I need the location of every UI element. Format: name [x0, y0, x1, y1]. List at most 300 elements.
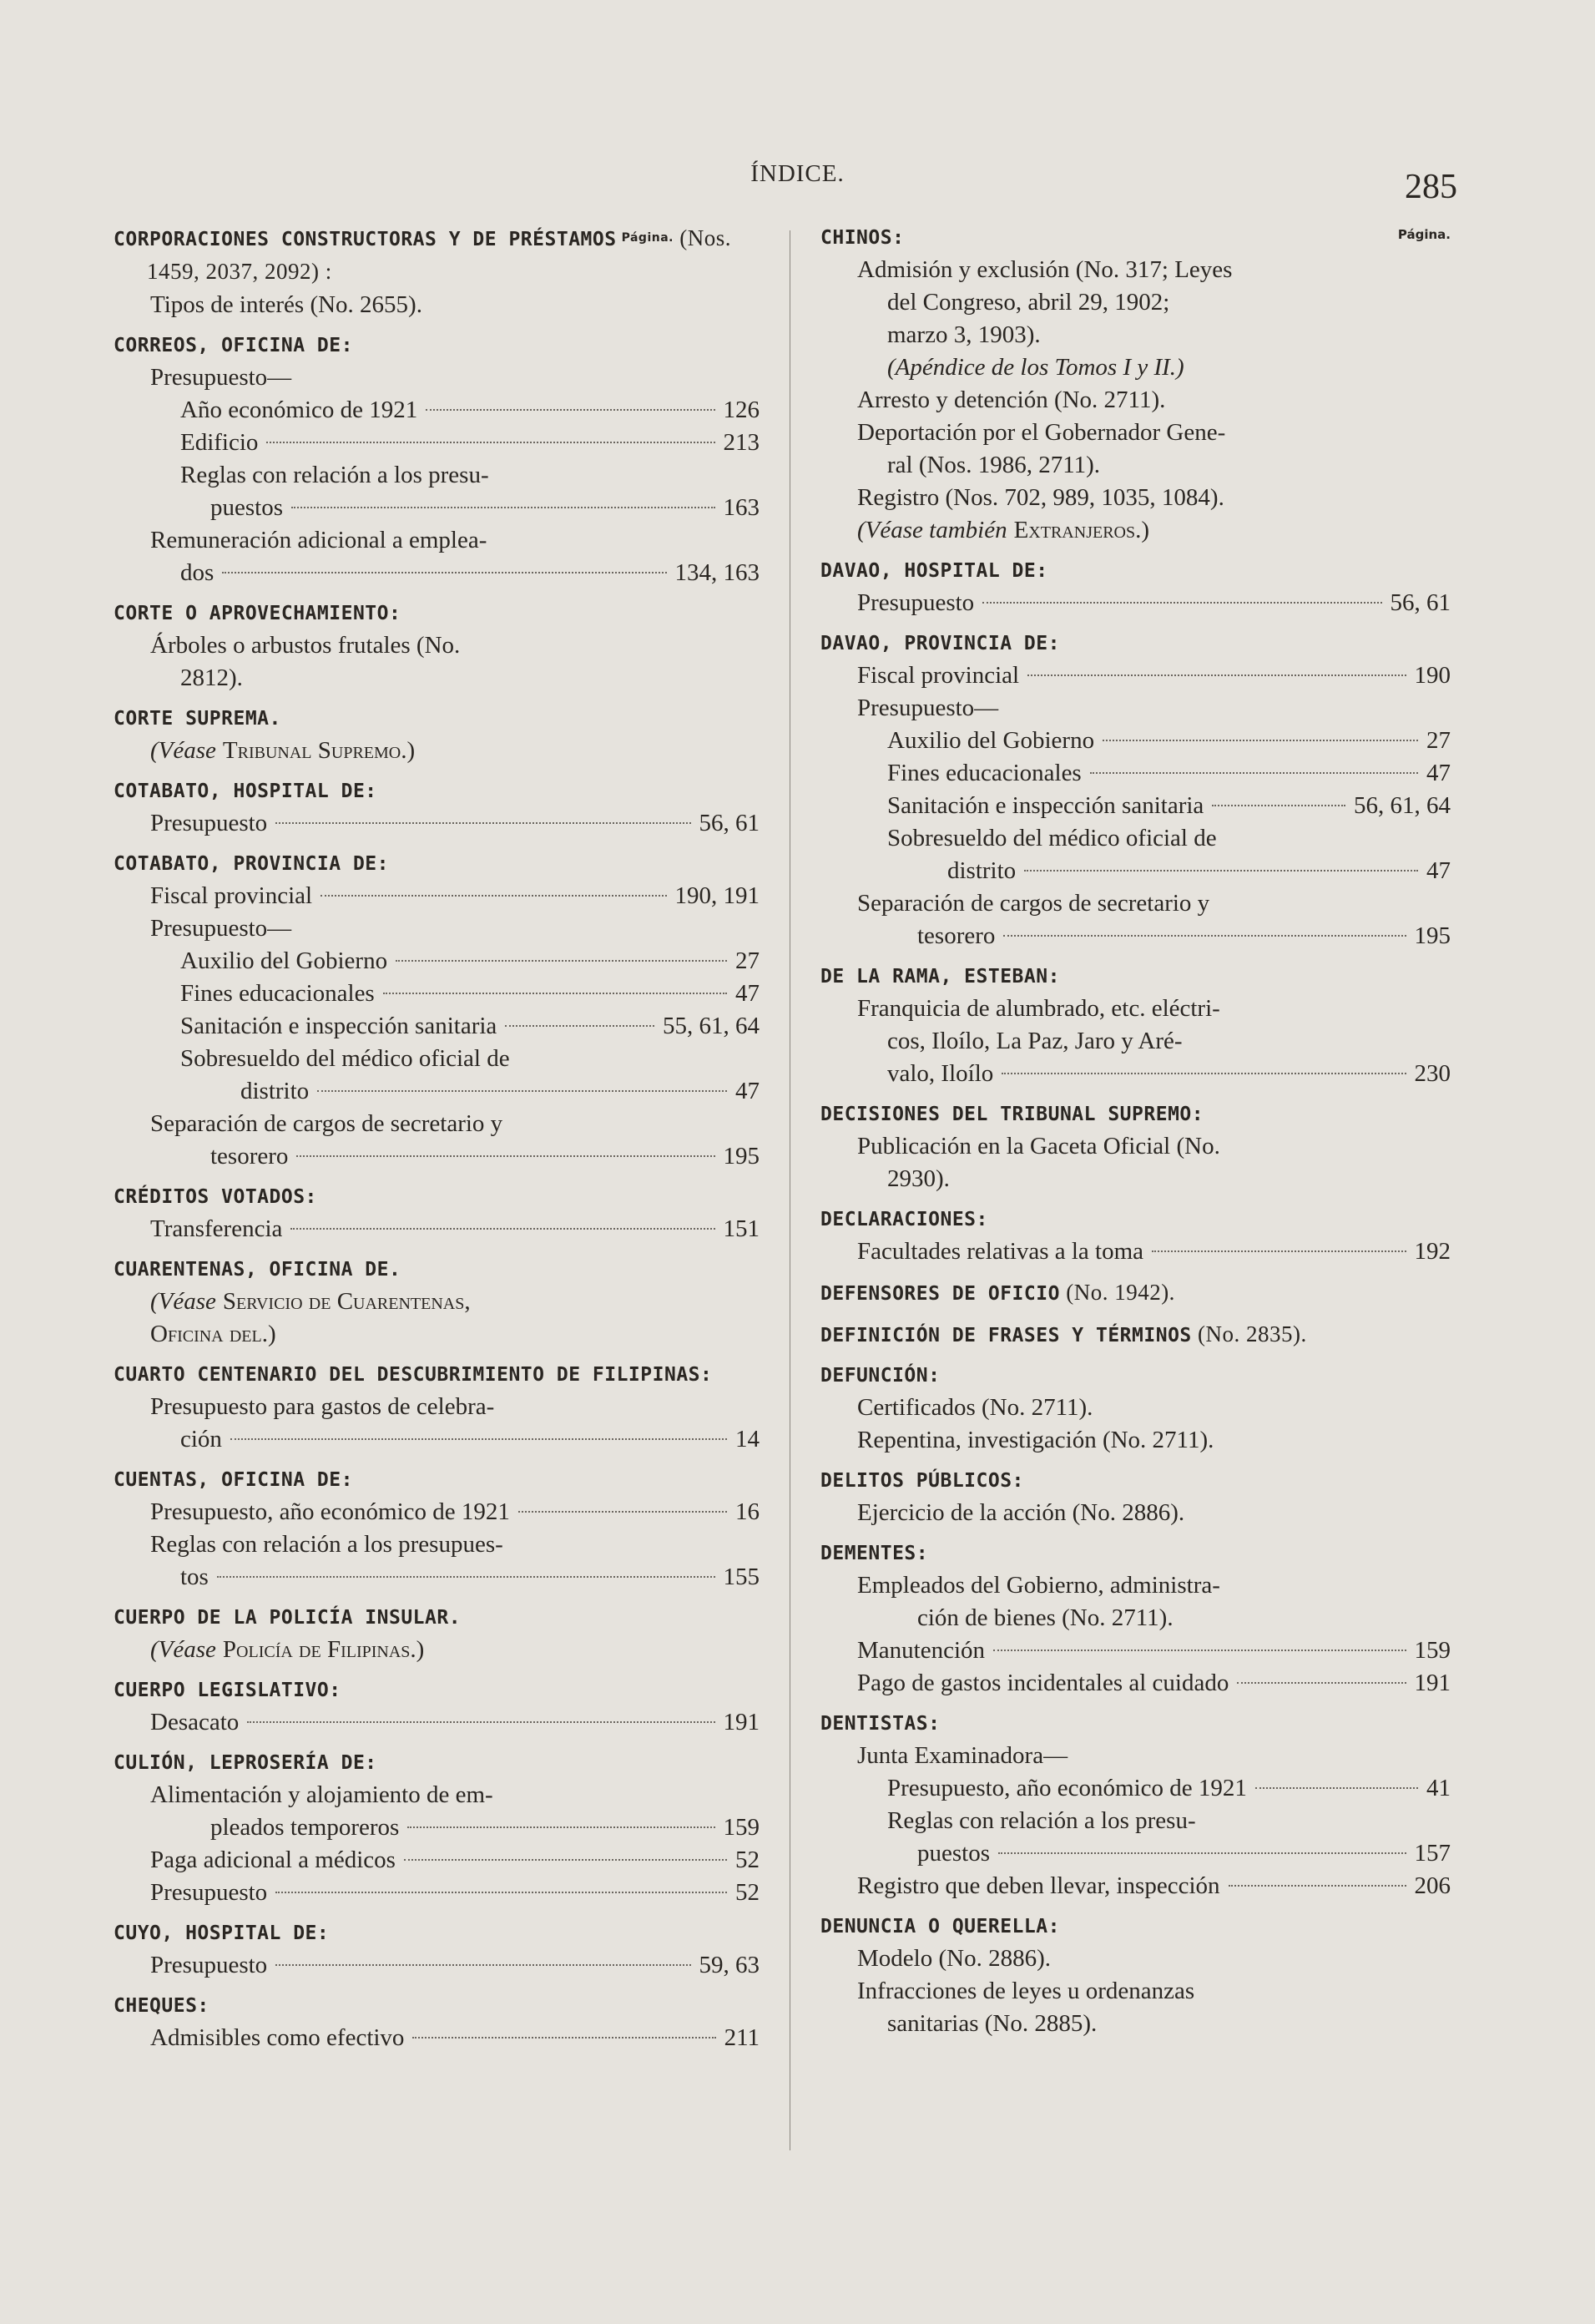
- entry-line-words: Alimentación y alojamiento de em-: [150, 1781, 493, 1808]
- entry-line-text: [150, 524, 487, 557]
- entry-line-text: [180, 557, 214, 589]
- entry-line-words: Reglas con relación a los presupues-: [150, 1531, 503, 1558]
- entry-line-text: [887, 1805, 1196, 1837]
- entry-line-text: [857, 384, 1165, 417]
- entry-heading-text: CORTE O APROVECHAMIENTO:: [114, 603, 401, 624]
- entry-line: [820, 2008, 1451, 2040]
- entry-line: [820, 1975, 1451, 2008]
- entry-line-text: [857, 1130, 1220, 1163]
- entry-line-text: [887, 319, 1041, 351]
- entry-line: [820, 1497, 1451, 1529]
- cross-reference-close: ): [416, 1636, 425, 1663]
- entry-line-words: pleados temporeros: [210, 1814, 400, 1841]
- index-entry: [820, 1465, 1451, 1529]
- entry-line: [114, 1391, 760, 1423]
- index-entry: [820, 1276, 1451, 1310]
- entry-line-words: distrito: [947, 857, 1017, 884]
- entry-line-words: ral (Nos. 1986, 2711).: [887, 452, 1101, 478]
- entry-heading-text: DENTISTAS:: [820, 1713, 941, 1735]
- entry-line-words: Registro que deben llevar, inspección: [857, 1872, 1220, 1899]
- page-reference: 59, 63: [699, 1952, 760, 1978]
- entry-line-text: [887, 757, 1082, 790]
- cross-reference-italic: (Apéndice de los Tomos I y II.): [887, 354, 1184, 381]
- index-entry: [114, 1990, 760, 2054]
- entry-line: [114, 945, 760, 978]
- leader-dots: [518, 1511, 727, 1513]
- entry-line-text: [180, 1423, 222, 1456]
- index-entry: [820, 1099, 1451, 1195]
- page-reference: 191: [723, 1709, 760, 1735]
- entry-line-text: [857, 1634, 985, 1667]
- cross-reference-close: ): [1141, 517, 1150, 543]
- entry-heading: [114, 330, 760, 361]
- entry-line-text: [857, 1740, 1068, 1772]
- entry-heading-text: DELITOS PÚBLICOS:: [820, 1470, 1024, 1492]
- entry-line-text: [150, 735, 415, 767]
- entry-line-words: Sobresueldo del médico oficial de: [180, 1045, 510, 1072]
- entry-line-text: [150, 1949, 267, 1982]
- entry-line-text: [180, 394, 417, 427]
- entry-line-words: Fiscal provincial: [150, 882, 313, 909]
- page-reference: 47: [1426, 760, 1451, 786]
- index-entry: [820, 1360, 1451, 1457]
- entry-line-text: [150, 1318, 276, 1351]
- entry-line-words: Ejercicio de la acción (No. 2886).: [857, 1499, 1185, 1526]
- entry-heading-text: DEFINICIÓN DE FRASES Y TÉRMINOS: [820, 1325, 1192, 1346]
- entry-line-text: [887, 351, 1184, 384]
- entry-line-text: [150, 2022, 404, 2054]
- entry-line-text: [150, 1286, 471, 1318]
- running-header-title: ÍNDICE.: [750, 160, 845, 187]
- entry-line-words: tesorero: [917, 922, 996, 949]
- entry-heading: [820, 961, 1451, 993]
- entry-line-text: [857, 587, 974, 619]
- entry-line-text: [240, 1075, 309, 1108]
- entry-heading: [114, 703, 760, 735]
- entry-line-text: [180, 978, 375, 1010]
- page-reference: 41: [1426, 1775, 1451, 1801]
- entry-line-text: [150, 1496, 510, 1528]
- index-entry: [114, 1464, 760, 1594]
- page-reference: 27: [735, 947, 760, 974]
- page-reference: 56, 61: [699, 810, 760, 836]
- entry-line: [114, 1811, 760, 1844]
- entry-line-words: Reglas con relación a los presu-: [180, 462, 489, 488]
- leader-dots: [1024, 870, 1418, 872]
- page-reference: 55, 61, 64: [663, 1013, 760, 1039]
- index-entry: [114, 1917, 760, 1982]
- entry-line-text: [150, 1634, 424, 1666]
- entry-line: [820, 384, 1451, 417]
- entry-line-words: Deportación por el Gobernador Gene-: [857, 419, 1226, 446]
- entry-heading: [114, 776, 760, 807]
- entry-line-words: Edificio: [180, 429, 259, 456]
- entry-line: [820, 587, 1451, 619]
- entry-heading: [820, 1276, 1451, 1310]
- entry-heading-text: DECISIONES DEL TRIBUNAL SUPREMO:: [820, 1104, 1204, 1125]
- entry-heading: [820, 555, 1451, 587]
- entry-line: [820, 1805, 1451, 1837]
- index-entry: [820, 961, 1451, 1090]
- entry-line-words: Árboles o arbustos frutales (No.: [150, 632, 461, 659]
- entry-line-text: [150, 1706, 239, 1739]
- entry-line: [820, 1424, 1451, 1457]
- entry-line: [114, 1634, 760, 1666]
- entry-heading-text: CUERPO DE LA POLICÍA INSULAR.: [114, 1607, 462, 1629]
- entry-heading-text: CUENTAS, OFICINA DE:: [114, 1469, 353, 1491]
- entry-line-words: Junta Examinadora—: [857, 1742, 1068, 1769]
- entry-heading: [820, 1911, 1451, 1943]
- entry-line-words: Certificados (No. 2711).: [857, 1394, 1093, 1421]
- page-reference: 159: [723, 1814, 760, 1841]
- entry-heading: [114, 598, 760, 629]
- entry-line-text: [180, 427, 258, 459]
- entry-line: [820, 822, 1451, 855]
- leader-dots: [1212, 805, 1345, 806]
- entry-heading-reference: (No. 2835).: [1191, 1321, 1307, 1346]
- entry-heading: [114, 1602, 760, 1634]
- entry-line: [820, 887, 1451, 920]
- index-entry: [820, 555, 1451, 619]
- entry-heading-reference: (Nos. 1459, 2037, 2092) :: [147, 225, 731, 284]
- entry-line-words: Año económico de 1921: [180, 397, 418, 423]
- page-reference: 190, 191: [674, 882, 760, 909]
- leader-dots: [1003, 935, 1406, 937]
- entry-line-words: Facultades relativas a la toma: [857, 1238, 1144, 1265]
- entry-line-words: Arresto y detención (No. 2711).: [857, 386, 1166, 413]
- entry-line-words: Presupuesto para gastos de celebra-: [150, 1393, 495, 1420]
- page-reference: 27: [1426, 727, 1451, 754]
- entry-line: [820, 1025, 1451, 1058]
- cross-reference-target: Tribunal Supremo.: [222, 737, 407, 764]
- page-reference: 16: [735, 1498, 760, 1525]
- entry-heading: [114, 1464, 760, 1496]
- entry-line: [114, 289, 760, 321]
- leader-dots: [1090, 772, 1418, 774]
- index-entry: [114, 1675, 760, 1739]
- pagina-label-right: Página.: [1397, 227, 1451, 242]
- entry-heading-text: CHEQUES:: [114, 1995, 209, 2017]
- entry-line-words: Fines educacionales: [180, 980, 375, 1007]
- entry-heading: [820, 1360, 1451, 1392]
- entry-line-text: [857, 887, 1209, 920]
- entry-heading: [114, 1181, 760, 1213]
- index-entry: [820, 628, 1451, 952]
- entry-line-text: [857, 1392, 1093, 1424]
- entry-line: [114, 1108, 760, 1140]
- entry-line-words: (Véase también: [857, 517, 1007, 543]
- entry-line-text: [150, 1779, 493, 1811]
- page-reference: 47: [1426, 857, 1451, 884]
- entry-line-text: [947, 855, 1016, 887]
- leader-dots: [396, 960, 727, 962]
- entry-line-text: [857, 1943, 1051, 1975]
- entry-line-text: [150, 880, 312, 912]
- entry-line-text: [857, 514, 1149, 547]
- entry-line-words: Admisibles como efectivo: [150, 2024, 405, 2051]
- leader-dots: [1027, 674, 1406, 676]
- page-reference: 206: [1414, 1872, 1451, 1899]
- leader-dots: [230, 1438, 727, 1440]
- leader-dots: [222, 572, 666, 573]
- entry-line: [820, 514, 1451, 547]
- entry-line-text: [887, 1058, 993, 1090]
- entry-line: [820, 286, 1451, 319]
- entry-line: [114, 1423, 760, 1456]
- entry-line-words: del Congreso, abril 29, 1902;: [887, 289, 1170, 316]
- entry-heading-text: COTABATO, HOSPITAL DE:: [114, 781, 377, 802]
- entry-line-text: [917, 1602, 1174, 1634]
- entry-heading-text: CRÉDITOS VOTADOS:: [114, 1186, 317, 1208]
- entry-line-text: [917, 920, 995, 952]
- entry-heading-text: DENUNCIA O QUERELLA:: [820, 1916, 1060, 1938]
- entry-heading-text: CUARENTENAS, OFICINA DE.: [114, 1259, 401, 1281]
- entry-line-text: [150, 1844, 396, 1877]
- leader-dots: [1237, 1682, 1406, 1684]
- index-entry: [114, 598, 760, 695]
- entry-line-text: [887, 1025, 1183, 1058]
- entry-line: [114, 1318, 760, 1351]
- index-entry: [820, 1911, 1451, 2040]
- entry-line-text: [857, 1569, 1220, 1602]
- index-entry: [114, 1359, 760, 1456]
- index-entry: [114, 222, 760, 321]
- entry-line-text: [150, 629, 460, 662]
- entry-line: [114, 1706, 760, 1739]
- leader-dots: [217, 1576, 715, 1578]
- page-reference: 190: [1414, 662, 1451, 689]
- leader-dots: [1002, 1073, 1406, 1074]
- entry-heading-text: CORPORACIONES CONSTRUCTORAS Y DE PRÉSTAMOS: [114, 229, 617, 250]
- page-reference: 52: [735, 1879, 760, 1906]
- page-reference: 52: [735, 1847, 760, 1873]
- entry-heading: [820, 1538, 1451, 1569]
- entry-line-words: Sanitación e inspección sanitaria: [180, 1013, 497, 1039]
- entry-heading-text: CORTE SUPREMA.: [114, 708, 281, 730]
- entry-line-text: [210, 1811, 399, 1844]
- entry-line: [114, 978, 760, 1010]
- index-entry: [820, 1708, 1451, 1902]
- entry-line: [820, 351, 1451, 384]
- entry-line-words: Separación de cargos de secretario y: [857, 890, 1210, 917]
- leader-dots: [993, 1650, 1406, 1651]
- entry-line-text: [180, 662, 243, 695]
- leader-dots: [296, 1155, 714, 1157]
- entry-line: [114, 1496, 760, 1528]
- entry-line-words: Presupuesto: [150, 1879, 268, 1906]
- leader-dots: [383, 993, 727, 994]
- entry-line: [820, 790, 1451, 822]
- entry-heading-text: CUERPO LEGISLATIVO:: [114, 1680, 341, 1701]
- index-entry: [114, 776, 760, 840]
- entry-line-text: [857, 993, 1220, 1025]
- entry-line-text: [180, 459, 489, 492]
- entry-line-words: Registro (Nos. 702, 989, 1035, 1084).: [857, 484, 1224, 511]
- entry-line-text: [857, 1235, 1143, 1268]
- entry-line-words: valo, Iloílo: [887, 1060, 994, 1087]
- entry-heading-text: DAVAO, HOSPITAL DE:: [820, 560, 1048, 582]
- entry-line: [114, 662, 760, 695]
- entry-line-words: Presupuesto, año económico de 1921: [887, 1775, 1247, 1801]
- entry-line-text: [857, 482, 1224, 514]
- leader-dots: [275, 822, 690, 824]
- entry-line-text: [887, 790, 1204, 822]
- entry-line-text: [150, 1877, 267, 1909]
- leader-dots: [321, 895, 666, 897]
- entry-line-words: Reglas con relación a los presu-: [887, 1807, 1196, 1834]
- entry-heading-text: DEFUNCIÓN:: [820, 1365, 941, 1387]
- entry-line: [820, 725, 1451, 757]
- entry-line-text: [857, 692, 998, 725]
- entry-line-text: [917, 1837, 990, 1870]
- entry-line: [820, 1667, 1451, 1700]
- entry-line-words: Empleados del Gobierno, administra-: [857, 1572, 1220, 1599]
- entry-line-words: Pago de gastos incidentales al cuidado: [857, 1670, 1229, 1696]
- entry-line-words: Tipos de interés (No. 2655).: [150, 291, 422, 318]
- page-reference: 230: [1414, 1060, 1451, 1087]
- entry-line: [114, 1949, 760, 1982]
- entry-line-text: [887, 449, 1100, 482]
- entry-line: [114, 1140, 760, 1173]
- entry-heading-reference: (No. 1942).: [1059, 1280, 1175, 1305]
- entry-line: [820, 1634, 1451, 1667]
- pagina-label-left: Página.: [621, 231, 674, 245]
- index-column-left: [114, 222, 760, 2063]
- entry-line-words: Admisión y exclusión (No. 317; Leyes: [857, 256, 1233, 283]
- entry-line: [820, 417, 1451, 449]
- entry-line: [114, 807, 760, 840]
- leader-dots: [426, 409, 714, 411]
- entry-heading-text: CORREOS, OFICINA DE:: [114, 335, 353, 356]
- entry-line-text: [857, 1870, 1220, 1902]
- entry-line: [820, 1943, 1451, 1975]
- entry-line: [114, 1779, 760, 1811]
- leader-dots: [1152, 1250, 1406, 1252]
- entry-line-words: ción de bienes (No. 2711).: [917, 1604, 1174, 1631]
- entry-line-words: Presupuesto: [857, 589, 975, 616]
- index-entry: [114, 1602, 760, 1666]
- entry-heading-text: DEMENTES:: [820, 1543, 929, 1564]
- entry-line-text: [180, 945, 387, 978]
- entry-line: [114, 394, 760, 427]
- page-reference: 157: [1414, 1840, 1451, 1867]
- page-reference: 195: [1414, 922, 1451, 949]
- entry-line: [820, 920, 1451, 952]
- entry-line: [114, 1213, 760, 1245]
- entry-line-words: puestos: [210, 494, 283, 521]
- index-entry: [820, 1318, 1451, 1351]
- entry-line: [114, 1043, 760, 1075]
- entry-line-words: Remuneración adicional a emplea-: [150, 527, 487, 553]
- entry-line-words: cos, Iloílo, La Paz, Jaro y Aré-: [887, 1028, 1183, 1054]
- entry-heading: [114, 1675, 760, 1706]
- entry-line-text: [150, 289, 422, 321]
- page-reference: 56, 61, 64: [1354, 792, 1451, 819]
- entry-line-text: [150, 912, 291, 945]
- entry-line: [114, 557, 760, 589]
- entry-line: [820, 1058, 1451, 1090]
- page-reference: 134, 163: [674, 559, 760, 586]
- entry-line-words: Repentina, investigación (No. 2711).: [857, 1427, 1214, 1453]
- entry-line-words: Desacato: [150, 1709, 240, 1735]
- page-reference: 211: [724, 2024, 760, 2051]
- entry-line-words: distrito: [240, 1078, 310, 1104]
- entry-line-words: Transferencia: [150, 1215, 283, 1242]
- entry-line: [114, 1010, 760, 1043]
- entry-line: [114, 1075, 760, 1108]
- entry-heading: [820, 1465, 1451, 1497]
- entry-line-text: [180, 1561, 209, 1594]
- cross-reference-close: ): [268, 1321, 276, 1347]
- entry-line-text: [150, 361, 291, 394]
- entry-heading: [820, 628, 1451, 659]
- entry-line-words: 2812).: [180, 664, 243, 691]
- entry-heading-text: CULIÓN, LEPROSERÍA DE:: [114, 1752, 377, 1774]
- entry-line-words: Presupuesto—: [150, 915, 292, 942]
- entry-line: [820, 319, 1451, 351]
- entry-line-words: Paga adicional a médicos: [150, 1847, 396, 1873]
- entry-line: [820, 659, 1451, 692]
- leader-dots: [317, 1090, 727, 1092]
- entry-line: [114, 735, 760, 767]
- entry-line-text: [180, 1010, 497, 1043]
- entry-heading-text: CUYO, HOSPITAL DE:: [114, 1922, 330, 1944]
- entry-line-words: Manutención: [857, 1637, 986, 1664]
- index-entry: [820, 222, 1451, 547]
- entry-line: [114, 912, 760, 945]
- entry-line-words: Fiscal provincial: [857, 662, 1020, 689]
- entry-line-words: Sobresueldo del médico oficial de: [887, 825, 1217, 851]
- entry-line-text: [210, 492, 283, 524]
- entry-line: [114, 1877, 760, 1909]
- leader-dots: [404, 1859, 727, 1861]
- entry-heading-text: CHINOS:: [820, 227, 905, 249]
- entry-line: [820, 1392, 1451, 1424]
- entry-line-words: Publicación en la Gaceta Oficial (No.: [857, 1133, 1220, 1159]
- index-entry: [114, 330, 760, 589]
- entry-line-words: Auxilio del Gobierno: [180, 947, 388, 974]
- page-reference: 213: [723, 429, 760, 456]
- entry-heading-text: DAVAO, PROVINCIA DE:: [820, 633, 1060, 654]
- leader-dots: [407, 1826, 714, 1828]
- entry-line-words: 2930).: [887, 1165, 950, 1192]
- entry-heading-text: DEFENSORES DE OFICIO: [820, 1283, 1060, 1305]
- index-entry: [114, 1254, 760, 1351]
- entry-heading: [820, 1204, 1451, 1235]
- entry-line: [114, 1528, 760, 1561]
- entry-heading: [820, 1318, 1451, 1351]
- index-column-right: [820, 222, 1451, 2049]
- entry-line-text: [150, 1528, 503, 1561]
- entry-line-text: [887, 822, 1217, 855]
- entry-line-text: [150, 1391, 494, 1423]
- entry-line-words: dos: [180, 559, 215, 586]
- entry-line: [114, 427, 760, 459]
- entry-line-words: Presupuesto: [150, 810, 268, 836]
- cross-reference-target: Servicio de Cuarentenas,: [222, 1288, 471, 1315]
- cross-reference-close: ): [406, 737, 416, 764]
- page-reference: 47: [735, 1078, 760, 1104]
- leader-dots: [998, 1852, 1406, 1854]
- entry-line-words: Auxilio del Gobierno: [887, 727, 1095, 754]
- entry-line: [820, 1870, 1451, 1902]
- entry-line-words: puestos: [917, 1840, 990, 1867]
- entry-line: [820, 855, 1451, 887]
- entry-line: [820, 1772, 1451, 1805]
- index-entry: [114, 703, 760, 767]
- entry-line-text: [887, 286, 1169, 319]
- entry-line: [820, 449, 1451, 482]
